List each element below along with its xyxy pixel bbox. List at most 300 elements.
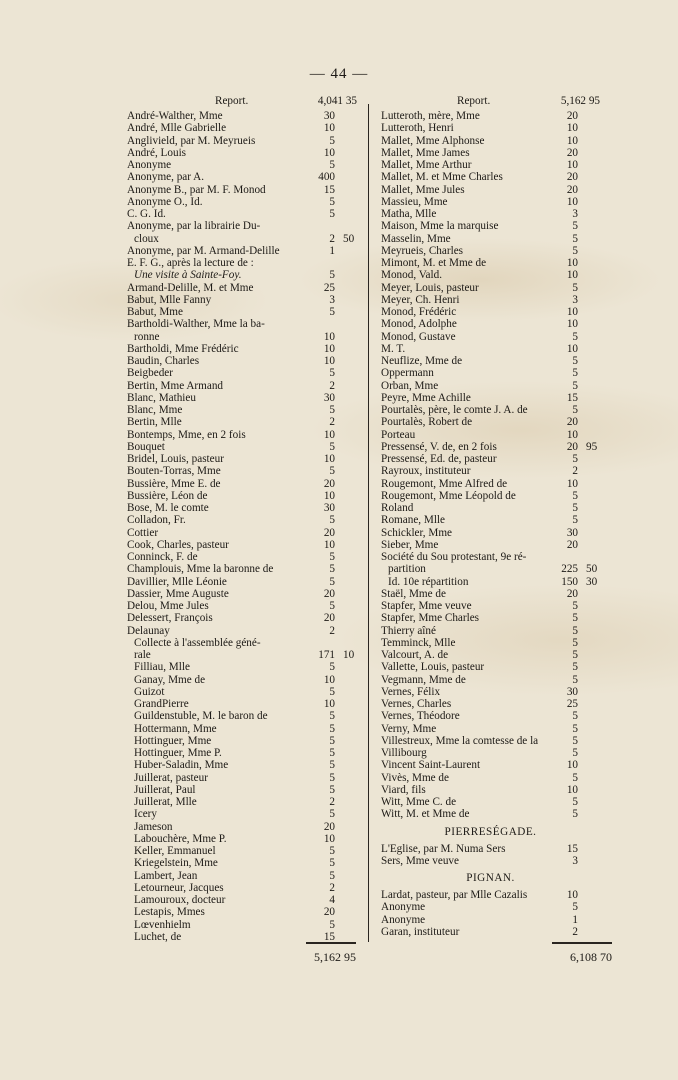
donor-name: Delou, Mme Jules bbox=[127, 600, 209, 612]
list-item bbox=[381, 588, 600, 600]
list-item bbox=[127, 282, 357, 294]
donation-amount: 2 bbox=[329, 232, 335, 245]
donation-amount: 5 bbox=[329, 747, 335, 759]
donor-name: Anonyme, par M. Armand-Delille bbox=[127, 244, 280, 257]
list-item bbox=[127, 159, 357, 171]
donor-name: Vernes, Félix bbox=[381, 685, 441, 698]
donor-name: Babut, Mme bbox=[127, 306, 183, 318]
column-divider bbox=[368, 104, 369, 942]
donation-amount: 10 bbox=[566, 122, 578, 135]
donation-cents bbox=[343, 343, 357, 355]
donation-amount: 10 bbox=[566, 759, 578, 772]
donation-amount: 400 bbox=[318, 171, 335, 184]
donation-cents bbox=[343, 600, 357, 612]
donor-name: Meyer, Ch. Henri bbox=[381, 293, 460, 306]
list-item bbox=[381, 441, 600, 453]
donation-cents bbox=[586, 796, 600, 808]
donation-amount: 5 bbox=[572, 281, 578, 294]
donation-amount: 2 bbox=[329, 796, 335, 808]
donor-name: L'Eglise, par M. Numa Sers bbox=[381, 842, 506, 855]
donation-amount: 10 bbox=[323, 489, 335, 502]
donation-amount: 5 bbox=[572, 244, 578, 257]
donation-amount: 5 bbox=[329, 722, 335, 735]
donation-cents bbox=[586, 380, 600, 392]
donor-name: Witt, M. et Mme de bbox=[381, 808, 470, 821]
donation-amount: 20 bbox=[566, 416, 578, 429]
section-pierresegade-entries bbox=[381, 843, 600, 868]
donation-amount: 25 bbox=[566, 698, 578, 710]
donation-cents bbox=[586, 135, 600, 147]
donation-amount: 2 bbox=[572, 925, 578, 938]
section-heading-pierresegade: PIERRESÉGADE. bbox=[444, 825, 537, 838]
donation-cents bbox=[343, 294, 357, 306]
donor-name: Sers, Mme veuve bbox=[381, 854, 459, 867]
list-item bbox=[381, 208, 600, 220]
donation-amount: 5 bbox=[329, 551, 335, 563]
donor-name: Vegmann, Mme de bbox=[381, 673, 466, 686]
donation-cents bbox=[343, 735, 357, 747]
list-item bbox=[127, 735, 357, 747]
donor-name: Meyrueis, Charles bbox=[381, 244, 464, 257]
donation-amount: 5 bbox=[329, 514, 335, 527]
donation-cents bbox=[343, 870, 357, 882]
donor-name: Witt, Mme C. de bbox=[381, 796, 457, 808]
donation-cents bbox=[343, 110, 357, 122]
list-item bbox=[127, 294, 357, 306]
donor-name: Collecte à l'assemblée géné- bbox=[134, 636, 261, 649]
donor-name: Bussière, Léon de bbox=[127, 489, 208, 502]
donation-cents bbox=[586, 710, 600, 722]
donation-cents bbox=[343, 404, 357, 416]
list-item bbox=[127, 894, 357, 906]
donor-name: Staël, Mme de bbox=[381, 587, 446, 600]
donor-name: Orban, Mme bbox=[381, 379, 439, 392]
donation-amount: 5 bbox=[572, 404, 578, 416]
donor-name: Monod, Gustave bbox=[381, 330, 456, 343]
donation-cents bbox=[343, 723, 357, 735]
donation-amount: 10 bbox=[566, 342, 578, 355]
list-item bbox=[381, 282, 600, 294]
donor-name: Baudin, Charles bbox=[127, 355, 200, 367]
list-item bbox=[381, 135, 600, 147]
donation-cents: 10 bbox=[343, 649, 355, 661]
list-item bbox=[381, 686, 600, 698]
donation-amount: 5 bbox=[329, 918, 335, 931]
donation-amount: 2 bbox=[329, 881, 335, 894]
list-item bbox=[127, 772, 357, 784]
donation-amount: 5 bbox=[329, 808, 335, 821]
donation-amount: 5 bbox=[572, 367, 578, 380]
list-item bbox=[381, 343, 600, 355]
donation-amount: 5 bbox=[329, 208, 335, 220]
donation-cents bbox=[343, 367, 357, 379]
donor-name: Roland bbox=[381, 502, 414, 514]
donor-name: Anonyme, par la librairie Du- bbox=[127, 220, 261, 233]
donor-name: Bose, M. le comte bbox=[127, 502, 209, 514]
list-item bbox=[381, 404, 600, 416]
report-amount: 5,162 95 bbox=[560, 95, 600, 107]
left-column bbox=[127, 94, 357, 943]
list-item bbox=[381, 926, 600, 938]
donation-amount: 5 bbox=[329, 845, 335, 857]
donation-cents bbox=[343, 245, 357, 257]
donor-name: Lardat, pasteur, par Mlle Cazalis bbox=[381, 889, 528, 901]
list-item bbox=[381, 331, 600, 343]
donation-cents bbox=[586, 184, 600, 196]
donation-amount bbox=[295, 637, 343, 649]
donation-amount: 2 bbox=[572, 465, 578, 478]
donor-name: Bouquet bbox=[127, 440, 165, 453]
list-item bbox=[381, 147, 600, 159]
donor-name: Villestreux, Mme la comtesse de la bbox=[381, 734, 538, 747]
donation-cents bbox=[343, 355, 357, 367]
donation-amount: 5 bbox=[329, 269, 335, 282]
donor-name: Jameson bbox=[134, 820, 173, 833]
donation-amount bbox=[295, 257, 343, 269]
donor-name: Porteau bbox=[381, 428, 416, 441]
donor-name: Rougemont, Mme Alfred de bbox=[381, 477, 508, 490]
donation-cents bbox=[343, 318, 357, 330]
list-item bbox=[127, 392, 357, 404]
donation-cents bbox=[343, 894, 357, 906]
donor-name: Pourtalès, Robert de bbox=[381, 416, 473, 429]
donation-cents bbox=[586, 147, 600, 159]
donor-name: Kriegelstein, Mme bbox=[134, 857, 218, 870]
donor-name: M. T. bbox=[381, 342, 406, 355]
donation-cents bbox=[586, 843, 600, 855]
list-item bbox=[381, 855, 600, 867]
donation-cents bbox=[343, 527, 357, 539]
list-item bbox=[381, 184, 600, 196]
donation-amount bbox=[295, 220, 343, 232]
donor-name: Labouchère, Mme P. bbox=[134, 832, 227, 845]
donor-name: Icery bbox=[134, 808, 157, 821]
donor-name: Oppermann bbox=[381, 367, 434, 380]
list-item bbox=[127, 343, 357, 355]
donation-cents bbox=[586, 465, 600, 477]
list-item bbox=[127, 502, 357, 514]
donor-name: Lestapis, Mmes bbox=[134, 906, 205, 919]
donation-amount: 2 bbox=[329, 379, 335, 392]
donation-cents bbox=[586, 306, 600, 318]
donation-cents bbox=[586, 343, 600, 355]
donation-cents bbox=[343, 576, 357, 588]
donor-name: Bontemps, Mme, en 2 fois bbox=[127, 428, 246, 441]
donor-name: Bartholdi-Walther, Mme la ba- bbox=[127, 318, 265, 331]
donation-amount: 10 bbox=[566, 889, 578, 901]
donation-amount: 10 bbox=[323, 453, 335, 465]
list-item bbox=[381, 772, 600, 784]
donor-name: Blanc, Mathieu bbox=[127, 391, 196, 404]
list-item bbox=[381, 600, 600, 612]
donation-amount: 10 bbox=[566, 257, 578, 269]
donation-amount: 20 bbox=[323, 526, 335, 539]
donation-amount: 5 bbox=[572, 771, 578, 784]
list-item bbox=[381, 551, 600, 563]
donation-cents bbox=[586, 855, 600, 867]
donation-cents bbox=[343, 220, 357, 232]
donation-amount: 5 bbox=[329, 306, 335, 318]
donation-amount: 171 bbox=[318, 649, 335, 661]
donation-cents bbox=[343, 845, 357, 857]
donor-name: C. G. Id. bbox=[127, 208, 166, 220]
donation-cents bbox=[586, 233, 600, 245]
donor-name: Huber-Saladin, Mme bbox=[134, 759, 229, 772]
donation-cents bbox=[343, 502, 357, 514]
list-item bbox=[381, 796, 600, 808]
donor-name: Pressensé, V. de, en 2 fois bbox=[381, 440, 497, 453]
list-item bbox=[127, 404, 357, 416]
list-item bbox=[381, 759, 600, 771]
list-item bbox=[381, 220, 600, 232]
list-item bbox=[381, 306, 600, 318]
donor-name: Vivès, Mme de bbox=[381, 771, 449, 784]
list-item bbox=[127, 257, 357, 269]
donation-cents bbox=[343, 747, 357, 759]
donor-name: Id. 10e répartition bbox=[388, 575, 469, 588]
donor-name: Une visite à Sainte-Foy. bbox=[134, 269, 242, 282]
donation-cents bbox=[343, 514, 357, 526]
donation-amount: 5 bbox=[572, 901, 578, 914]
donation-cents bbox=[343, 759, 357, 771]
donation-amount: 10 bbox=[323, 330, 335, 343]
list-item bbox=[127, 196, 357, 208]
donation-cents bbox=[586, 784, 600, 796]
donation-cents bbox=[586, 367, 600, 379]
donation-cents bbox=[343, 196, 357, 208]
donor-name: Bussière, Mme E. de bbox=[127, 477, 221, 490]
donor-name: Schickler, Mme bbox=[381, 526, 453, 539]
list-item bbox=[127, 441, 357, 453]
donation-cents bbox=[343, 919, 357, 931]
left-total: 5,162 95 bbox=[306, 942, 356, 970]
donation-cents bbox=[343, 674, 357, 686]
donation-amount: 5 bbox=[329, 710, 335, 723]
donor-name: Viard, fils bbox=[381, 783, 426, 796]
list-item bbox=[381, 649, 600, 661]
donation-cents bbox=[586, 735, 600, 747]
donation-amount: 20 bbox=[566, 171, 578, 184]
donation-cents bbox=[586, 612, 600, 624]
donor-name: GrandPierre bbox=[134, 698, 189, 710]
page-number: — 44 — bbox=[309, 66, 369, 82]
list-item bbox=[127, 465, 357, 477]
donor-name: Lœvenhielm bbox=[134, 918, 191, 931]
donor-name: Stapfer, Mme Charles bbox=[381, 612, 480, 625]
list-item bbox=[381, 747, 600, 759]
donor-name: Anonyme bbox=[381, 913, 426, 926]
list-item bbox=[127, 882, 357, 894]
list-item bbox=[127, 637, 357, 649]
donation-cents bbox=[343, 490, 357, 502]
donation-cents bbox=[586, 527, 600, 539]
donation-cents bbox=[586, 759, 600, 771]
list-item bbox=[381, 233, 600, 245]
list-item bbox=[381, 318, 600, 330]
donation-amount: 5 bbox=[572, 330, 578, 343]
list-item bbox=[381, 723, 600, 735]
list-item bbox=[381, 735, 600, 747]
donation-cents bbox=[343, 453, 357, 465]
donation-cents bbox=[343, 331, 357, 343]
donation-cents bbox=[586, 686, 600, 698]
list-item bbox=[381, 502, 600, 514]
list-item bbox=[381, 367, 600, 379]
donation-amount: 5 bbox=[572, 514, 578, 527]
list-item bbox=[127, 686, 357, 698]
donation-cents bbox=[586, 772, 600, 784]
donor-name: cloux bbox=[134, 232, 159, 245]
donation-cents bbox=[343, 416, 357, 428]
list-item bbox=[381, 355, 600, 367]
list-item bbox=[127, 588, 357, 600]
donor-name: Conninck, F. de bbox=[127, 551, 198, 563]
donor-name: Matha, Mlle bbox=[381, 208, 437, 220]
donor-name: Vincent Saint-Laurent bbox=[381, 759, 481, 772]
list-item bbox=[127, 514, 357, 526]
donation-cents bbox=[586, 416, 600, 428]
list-item bbox=[381, 637, 600, 649]
list-item bbox=[127, 355, 357, 367]
donation-amount: 5 bbox=[572, 734, 578, 747]
list-item bbox=[381, 576, 600, 588]
donor-name: Hottermann, Mme bbox=[134, 722, 217, 735]
donation-amount: 225 bbox=[561, 563, 578, 576]
list-item bbox=[381, 539, 600, 551]
donor-name: Bouten-Torras, Mme bbox=[127, 465, 221, 478]
report-label: Report. bbox=[457, 95, 491, 107]
list-item bbox=[127, 147, 357, 159]
donation-amount: 10 bbox=[566, 134, 578, 147]
donation-amount: 15 bbox=[323, 183, 335, 196]
donation-amount: 10 bbox=[323, 428, 335, 441]
donor-name: Romane, Mlle bbox=[381, 514, 446, 527]
donation-amount: 20 bbox=[566, 538, 578, 551]
list-item bbox=[381, 294, 600, 306]
list-item bbox=[381, 527, 600, 539]
donation-amount: 2 bbox=[329, 416, 335, 429]
donation-cents bbox=[586, 110, 600, 122]
donation-cents bbox=[586, 282, 600, 294]
donor-name: Bridel, Louis, pasteur bbox=[127, 453, 224, 465]
donation-amount: 30 bbox=[566, 685, 578, 698]
donation-amount: 20 bbox=[566, 146, 578, 159]
list-item bbox=[127, 453, 357, 465]
donation-cents bbox=[586, 649, 600, 661]
donor-name: Rayroux, instituteur bbox=[381, 465, 471, 478]
list-item bbox=[381, 490, 600, 502]
donation-cents bbox=[343, 588, 357, 600]
list-item bbox=[381, 196, 600, 208]
donation-amount: 5 bbox=[329, 575, 335, 588]
list-item bbox=[381, 110, 600, 122]
donation-cents bbox=[586, 600, 600, 612]
donation-amount: 10 bbox=[566, 318, 578, 331]
donor-name: Pourtalès, père, le comte J. A. de bbox=[381, 404, 528, 416]
donation-cents bbox=[586, 926, 600, 938]
list-item bbox=[381, 784, 600, 796]
donation-cents bbox=[343, 661, 357, 673]
donation-amount: 5 bbox=[572, 624, 578, 637]
donation-amount: 15 bbox=[323, 930, 335, 943]
donor-name: Anglivield, par M. Meyrueis bbox=[127, 134, 256, 147]
left-entries bbox=[127, 110, 357, 943]
donation-cents: 30 bbox=[586, 575, 598, 588]
donor-name: Vallette, Louis, pasteur bbox=[381, 661, 485, 674]
donation-cents bbox=[343, 796, 357, 808]
list-item bbox=[381, 514, 600, 526]
donation-amount: 15 bbox=[566, 842, 578, 855]
donation-cents bbox=[586, 698, 600, 710]
donation-cents bbox=[343, 159, 357, 171]
donation-amount: 5 bbox=[572, 649, 578, 661]
donor-name: Juillerat, pasteur bbox=[134, 771, 208, 784]
donation-cents bbox=[586, 747, 600, 759]
list-item bbox=[381, 465, 600, 477]
donation-amount: 5 bbox=[572, 636, 578, 649]
list-item bbox=[381, 269, 600, 281]
donation-amount: 20 bbox=[323, 906, 335, 919]
donation-amount bbox=[295, 318, 343, 330]
donor-name: Lamouroux, docteur bbox=[134, 894, 226, 906]
list-item bbox=[127, 845, 357, 857]
right-total: 6,108 70 bbox=[552, 942, 612, 970]
list-item bbox=[127, 527, 357, 539]
donor-name: Juillerat, Mlle bbox=[134, 796, 197, 808]
donation-amount: 5 bbox=[572, 747, 578, 759]
list-item bbox=[127, 220, 357, 232]
donor-name: Mimont, M. et Mme de bbox=[381, 257, 487, 269]
donation-amount: 150 bbox=[561, 575, 578, 588]
donor-name: Anonyme O., Id. bbox=[127, 195, 203, 208]
donor-name: Lambert, Jean bbox=[134, 869, 198, 882]
donation-cents bbox=[586, 269, 600, 281]
list-item bbox=[127, 906, 357, 918]
donation-amount: 10 bbox=[323, 122, 335, 135]
donation-cents bbox=[586, 889, 600, 901]
list-item bbox=[127, 759, 357, 771]
list-item bbox=[127, 318, 357, 330]
donation-cents bbox=[586, 220, 600, 232]
donation-cents bbox=[343, 551, 357, 563]
donation-amount: 5 bbox=[572, 661, 578, 674]
donor-name: Cottier bbox=[127, 526, 159, 539]
donor-name: Luchet, de bbox=[134, 930, 182, 943]
list-item bbox=[381, 563, 600, 575]
list-item bbox=[381, 843, 600, 855]
donation-amount: 3 bbox=[572, 854, 578, 867]
donation-amount: 5 bbox=[329, 195, 335, 208]
donor-name: Neuflize, Mme de bbox=[381, 355, 463, 367]
donor-name: Villibourg bbox=[381, 747, 427, 759]
list-item bbox=[127, 306, 357, 318]
donor-name: Dassier, Mme Auguste bbox=[127, 587, 229, 600]
donation-amount: 10 bbox=[566, 477, 578, 490]
donor-name: Mallet, Mme James bbox=[381, 146, 470, 159]
donation-cents bbox=[343, 429, 357, 441]
donor-name: André-Walther, Mme bbox=[127, 110, 223, 122]
donor-name: Temminck, Mlle bbox=[381, 636, 456, 649]
donation-amount: 5 bbox=[329, 440, 335, 453]
donation-cents bbox=[343, 882, 357, 894]
donor-name: Letourneur, Jacques bbox=[134, 881, 224, 894]
donation-amount: 5 bbox=[329, 563, 335, 576]
donor-name: Colladon, Fr. bbox=[127, 514, 186, 527]
list-item bbox=[127, 796, 357, 808]
donation-cents bbox=[343, 784, 357, 796]
donation-amount: 5 bbox=[572, 489, 578, 502]
donation-cents bbox=[343, 563, 357, 575]
